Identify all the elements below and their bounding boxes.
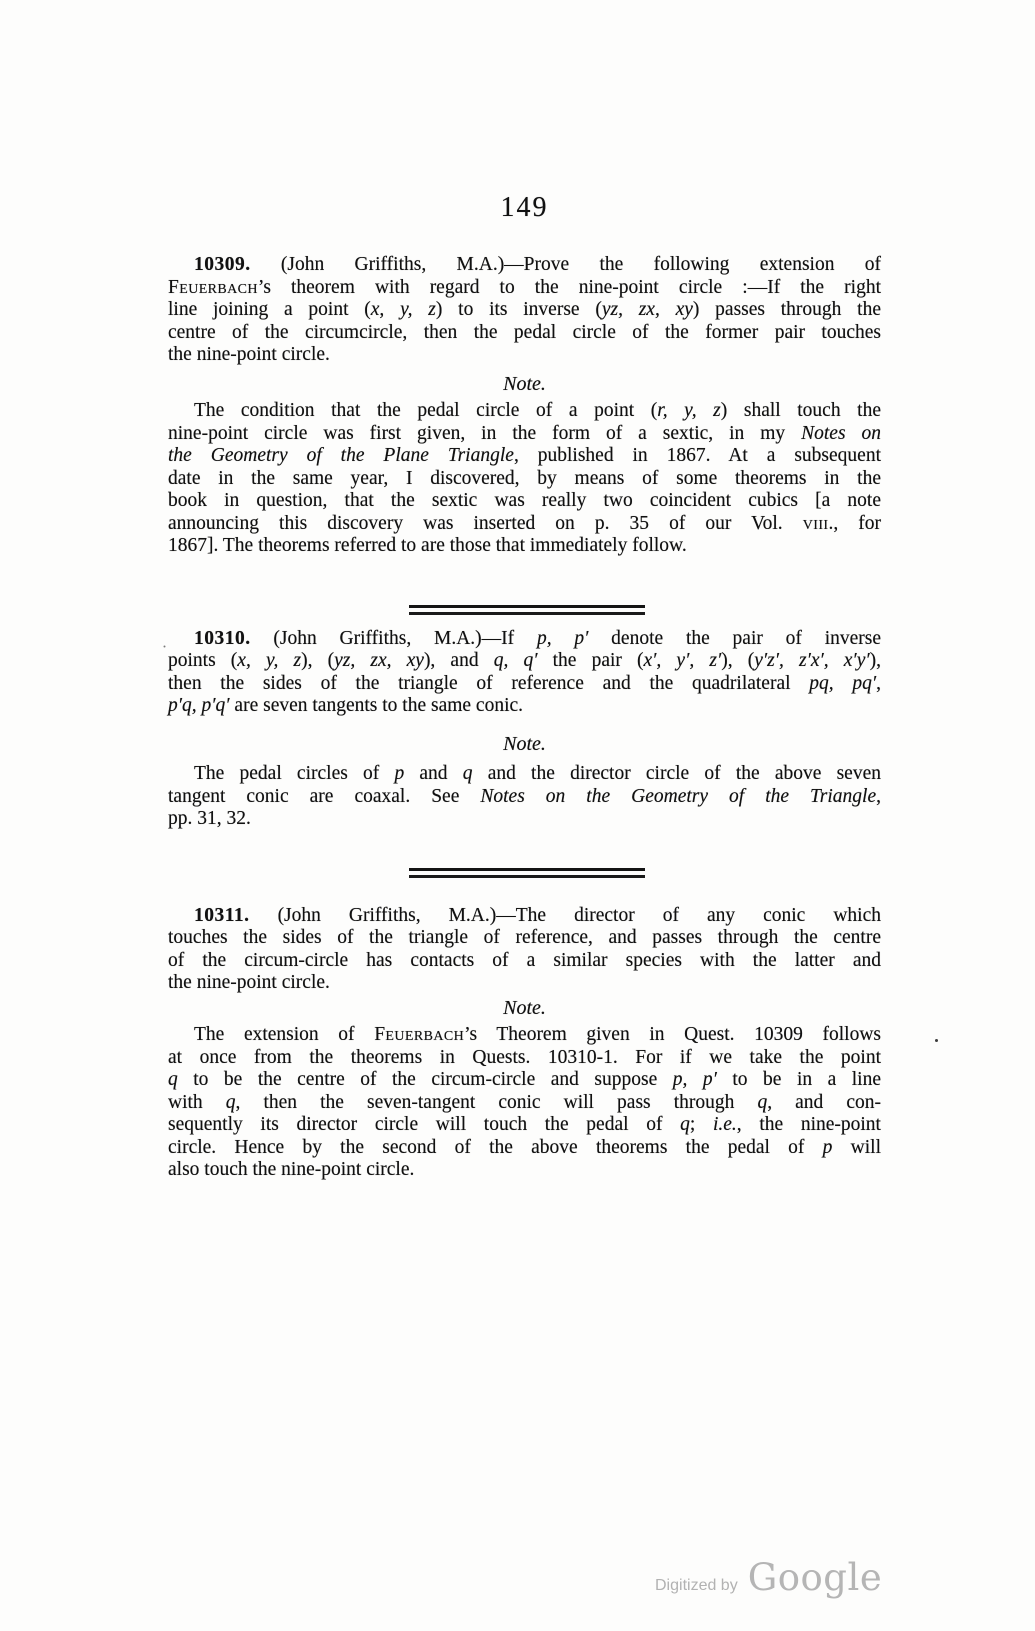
text-line: The pedal circles of p and q and the director circle of the above seven <box>194 763 881 784</box>
text-line: date in the same year, I discovered, by means of some theorems in the <box>168 467 881 489</box>
text-line: The condition that the pedal circle of a point (r, y, z) shall touch the <box>194 400 881 421</box>
section-divider <box>409 868 645 878</box>
problem-10310 <box>168 628 881 718</box>
text-line: centre of the circumcircle, then the pedal circle of the former pair touches <box>168 321 881 343</box>
text-line: pp. 31, 32. <box>168 808 251 829</box>
text-line: line joining a point (x, y, z) to its inverse (yz, zx, xy) passes through the <box>168 299 881 320</box>
note-10309 <box>168 400 881 558</box>
note-10311 <box>168 1024 881 1182</box>
text-line: 10311. (John Griffiths, M.A.)—The director of any conic which <box>194 904 881 926</box>
note-heading: Note. <box>503 996 546 1019</box>
text-line: circle. Hence by the second of the above theorems the pedal of p will <box>168 1136 881 1158</box>
text-line: then the sides of the triangle of reference and the quadrilateral pq, pq′, <box>168 672 882 694</box>
text-line: the Geometry of the Plane Triangle, published in 1867. At a subsequent <box>168 445 881 466</box>
google-watermark <box>655 1556 882 1599</box>
problem-10311 <box>168 905 881 995</box>
text-line: also touch the nine-point circle. <box>168 1159 415 1180</box>
page-number: 149 <box>500 192 549 223</box>
text-line: announcing this discovery was inserted on p. 35 of our Vol. viii., for <box>168 512 881 534</box>
text-line: touches the sides of the triangle of reference, and passes through the centre <box>168 927 881 948</box>
text-line: points (x, y, z), (yz, zx, xy), and q, q′ the pair (x′, y′, z′), (y′z′, z′x′, x′y′), <box>168 650 881 671</box>
text-line: The extension of Feuerbach’s Theorem given in Quest. 10309 follows <box>194 1024 882 1045</box>
google-logo: Google <box>747 1556 883 1599</box>
text-line: with q, then the seven-tangent conic will pass through q, and con- <box>168 1091 882 1113</box>
section-divider <box>409 605 645 615</box>
text-line: sequently its director circle will touch the pedal of q; i.e., the nine-point <box>168 1114 881 1135</box>
page-content <box>168 254 881 1182</box>
text-line: the nine-point circle. <box>168 972 330 993</box>
text-line: 10310. (John Griffiths, M.A.)—If p, p′ denote the pair of inverse <box>194 627 882 649</box>
note-10310 <box>168 763 881 831</box>
text-line: the nine-point circle. <box>168 344 330 365</box>
digitized-by-label: Digitized by <box>655 1577 738 1594</box>
problem-10309 <box>168 254 881 367</box>
text-line: tangent conic are coaxal. See Notes on the Geometry of the Triangle, <box>168 785 881 807</box>
note-heading: Note. <box>503 732 546 755</box>
text-line: at once from the theorems in Quests. 10310-1. For if we take the point <box>168 1046 881 1068</box>
text-line: of the circum-circle has contacts of a similar species with the latter and <box>168 949 881 971</box>
text-line: nine-point circle was first given, in the form of a sextic, in my Notes on <box>168 422 882 444</box>
note-heading: Note. <box>503 372 546 395</box>
text-line: q to be the centre of the circum-circle and suppose p, p′ to be in a line <box>168 1069 881 1090</box>
text-line: book in question, that the sextic was really two coincident cubics [a note <box>168 490 881 511</box>
text-line: Feuerbach’s theorem with regard to the nine-point circle :—If the right <box>168 276 881 298</box>
text-line: 10309. (John Griffiths, M.A.)—Prove the following extension of <box>194 254 881 275</box>
text-line: p′q, p′q′ are seven tangents to the same conic. <box>168 695 524 716</box>
text-line: 1867]. The theorems referred to are those that immediately follow. <box>168 535 687 556</box>
